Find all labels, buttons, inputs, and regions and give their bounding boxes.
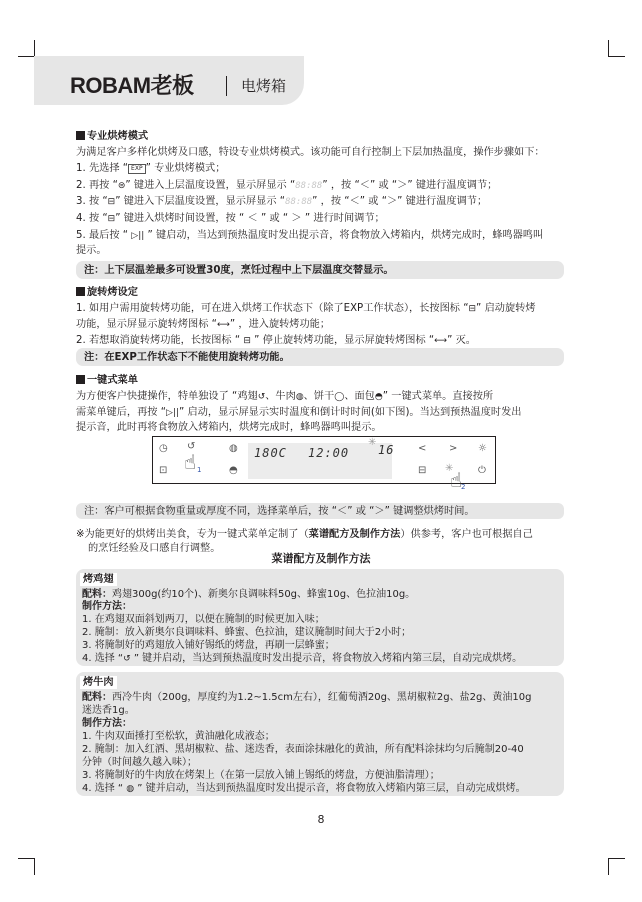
rotisserie-icon: ⟷ (216, 320, 230, 330)
lower-heat-icon: ⊟ (107, 214, 116, 224)
control-panel-illustration (152, 436, 496, 492)
text: ” 一键式菜单。直接按所 (382, 391, 494, 402)
lock-icon: ⊡ (159, 465, 168, 476)
exp-icon: EXP (128, 164, 146, 174)
brand-logo: ROBAM老板 (70, 73, 194, 98)
beef-icon: ◍ (229, 443, 238, 454)
exp-step-1 (76, 162, 225, 175)
recipe-step: 1. 牛肉双面捶打至松软，黄油融化成液态； (82, 731, 275, 742)
recipe-step: 2. 腌制：加入红酒、黑胡椒粒、盐、迷迭香，表面涂抹融化的黄油，所有配料涂抹均匀后腌制20-40 (82, 744, 524, 755)
clock-icon: ◷ (159, 443, 168, 454)
text: ” 启动旋转烤 (476, 303, 536, 314)
recipe-card-beef (76, 672, 564, 796)
crop-mark-bottom-left (18, 858, 35, 875)
text: 2. 若想取消旋转烤功能，长按图标 “ (76, 335, 244, 346)
text: ※为能更好的烘烤出美食，专为一键式菜单定制了（ (76, 529, 309, 540)
text: ” 键进入下层温度设置，显示屏显示 “ (115, 196, 286, 207)
exp-step-2 (76, 179, 497, 193)
menu-line-3: 提示音，此时再将食物放入烤箱内，烘烤完成时，蜂鸣器鸣叫提示。 (76, 422, 382, 433)
rotisserie-button-icon: ⊟ (468, 304, 477, 314)
note-text: 注：上下层温差最多可设置30度，烹饪过程中上下层温度交替显示。 (84, 265, 394, 276)
left-arrow-button: < (418, 443, 427, 454)
bullet-square-icon (76, 287, 85, 296)
rotisserie-button-icon: ⊟ (243, 336, 251, 346)
text: ” 灭。 (447, 335, 476, 346)
recipe-step: 1. 在鸡翅双面斜划两刀，以便在腌制的时候更加入味； (82, 614, 325, 625)
recipe-method-label: 制作方法： (82, 601, 132, 612)
chicken-wing-icon: ↺ (257, 392, 266, 402)
menu-tip-line-2: 的烹饪经验及口感自行调整。 (88, 543, 221, 554)
pointing-hand-icon: ☝ (184, 450, 197, 474)
chicken-wing-icon: ↺ (187, 441, 196, 452)
section-title-rotate (76, 286, 138, 299)
chicken-wing-icon: ↺ (123, 654, 131, 664)
recipe-step (82, 782, 526, 796)
text: 需菜单键后，再按 “ (76, 407, 167, 418)
text: ” 键并启动，当达到预热温度时发出提示音，将食物放入烤箱内第三层，自动完成烘烤。 (130, 653, 523, 664)
rotate-line-3 (76, 334, 476, 348)
beef-icon: ◍ (126, 784, 135, 794)
right-arrow-button: > (449, 443, 458, 454)
exp-intro: 为满足客户多样化烘烤及口感，特设专业烘烤模式。该功能可自行控制上下层加热温度，操作步骤如下： (76, 147, 545, 158)
display-countdown: 16 (378, 443, 395, 457)
bread-icon: ◓ (229, 465, 238, 476)
lower-heat-icon: ⊟ (107, 197, 116, 207)
text: 为方便客户快捷操作，特单独设了 “鸡翅 (76, 391, 258, 402)
text: ” 键并启动，当达到预热温度时发出提示音，将食物放入烤箱内第三层，自动完成烘烤。 (134, 783, 526, 794)
light-icon: ☼ (478, 443, 487, 454)
text: ” 停止旋转烤功能，显示屏旋转烤图标 “ (250, 335, 435, 346)
rotisserie-button-icon: ⊟ (418, 465, 427, 476)
crop-mark-bottom-right (608, 858, 625, 875)
bullet-square-icon (76, 131, 85, 140)
menu-tip-line-1 (76, 528, 533, 541)
display-time: 12:00 (308, 446, 350, 460)
section-title-text: 专业烘烤模式 (87, 131, 149, 142)
exp-step-4 (76, 212, 385, 226)
crop-mark-top-right (608, 40, 625, 57)
text: 功能，显示屏显示旋转烤图标 “ (76, 319, 217, 330)
text: 配料： (82, 692, 112, 703)
recipe-ingredients-cont: 迷迭香1g。 (82, 705, 135, 716)
product-title: 电烤箱 (241, 77, 287, 95)
recipe-title: 烤鸡翅 (80, 573, 117, 586)
text: ” ，按 “＜” 或 “＞” 键进行温度调节； (312, 196, 488, 207)
note-text: 注：客户可根据食物重量或厚度不同，选择菜单后，按 “＜” 或 “＞” 键调整烘烤时间。 (84, 506, 475, 517)
text: ” 启动，显示屏显示实时温度和倒计时时间(如下图)。当达到预热温度时发出 (179, 407, 522, 418)
upper-heat-icon: ⊜ (117, 181, 126, 191)
section-title-text: 旋转烤设定 (87, 287, 138, 298)
text: 4. 选择 “ (82, 783, 127, 794)
rotisserie-icon: ⟷ (434, 336, 448, 346)
recipe-step: 3. 将腌制好的牛肉放在烤架上（在第一层放入铺上锡纸的烤盘，方便油脂清理）； (82, 770, 440, 781)
page-number: 8 (317, 813, 325, 826)
text: 4. 选择 “ (82, 653, 124, 664)
text: 、面包 (344, 391, 375, 402)
pointing-hand-icon: ☝ (450, 468, 463, 492)
section-title-exp (76, 130, 148, 143)
recipe-step: 3. 将腌制好的鸡翅放入铺好锡纸的烤盘，再刷一层蜂蜜； (82, 640, 335, 651)
rotate-line-1 (76, 302, 536, 316)
text: 3. 按 “ (76, 196, 108, 207)
text: 1. 先选择 “ (76, 163, 129, 174)
text: ” 键启动，当达到预热温度时发出提示音，将食物放入烤箱内，烘烤完成时，蜂鸣器鸣叫 (144, 230, 544, 241)
bread-icon: ◓ (374, 392, 383, 402)
recipe-step: 分钟（时间越久越入味）； (82, 757, 197, 768)
text: ” 键进入上层温度设置，显示屏显示 “ (125, 180, 296, 191)
rotate-line-2 (76, 318, 330, 332)
recipes-heading: 菜谱配方及制作方法 (271, 552, 371, 565)
recipe-step: 2. 腌制：放入新奥尔良调味料、蜂蜜、色拉油，建议腌制时间大于2小时； (82, 627, 412, 638)
finger-badge-1: 1 (197, 466, 202, 474)
text: 2. 再按 “ (76, 180, 118, 191)
text: 配料： (82, 589, 112, 600)
play-pause-icon: ✳ (445, 463, 454, 474)
header-divider (226, 76, 227, 96)
beef-icon: ◍ (295, 392, 304, 402)
exp-step-5-cont: 提示。 (76, 245, 107, 256)
finger-badge-2: 2 (461, 483, 466, 491)
biscuit-icon: ◯ (334, 392, 345, 402)
exp-step-5 (76, 229, 543, 243)
segment-display: 88:88 (295, 181, 323, 191)
play-pause-icon: ▷|| (166, 408, 180, 418)
display-temperature: 180C (254, 446, 287, 460)
text: 1. 如用户需用旋转烤功能，可在进入烘烤工作状态下（除了EXP工作状态），长按图标 “ (76, 303, 469, 314)
recipe-title: 烤牛肉 (80, 676, 117, 689)
crop-mark-top-left (18, 40, 35, 57)
play-pause-icon: ▷|| (131, 231, 145, 241)
segment-display: 88:88 (285, 197, 313, 207)
note-box-menu (76, 503, 564, 519)
menu-line-2 (76, 406, 521, 420)
text: ” 专业烘烤模式； (145, 163, 226, 174)
note-box-rotate (76, 348, 564, 366)
text: ” ，按 “＜” 或 “＞” 键进行温度调节； (322, 180, 498, 191)
text: 鸡翅300g(约10个)、新奥尔良调味料50g、蜂蜜10g、色拉油10g。 (112, 589, 416, 600)
text: ）供参考，客户也可根据自己 (400, 529, 533, 540)
blink-rays-icon: ✳ (368, 437, 377, 448)
text: ” ，进入旋转烤功能； (229, 319, 331, 330)
recipe-method-label: 制作方法： (82, 718, 132, 729)
text: 5. 最后按 “ (76, 230, 132, 241)
text: ” 键进入烘烤时间设置，按 “ ＜ ” 或 “ ＞ ” 进行时间调节； (115, 213, 385, 224)
note-box-exp (76, 261, 564, 279)
exp-step-3 (76, 195, 487, 209)
recipe-card-chicken (76, 569, 564, 666)
menu-line-1 (76, 390, 493, 404)
section-title-menu (76, 374, 138, 387)
section-title-text: 一键式菜单 (87, 375, 138, 386)
recipe-step (82, 652, 522, 666)
text: 西冷牛肉（200g，厚度约为1.2~1.5cm左右），红葡萄酒20g、黑胡椒粒2g、盐2g、黄油10g (112, 692, 532, 703)
power-icon: ⏻ (478, 465, 486, 476)
text: 菜谱配方及制作方法 (308, 529, 401, 540)
text: 、饼干 (303, 391, 335, 402)
bullet-square-icon (76, 375, 85, 384)
text: 、牛肉 (265, 391, 296, 402)
text: 4. 按 “ (76, 213, 108, 224)
note-text: 注：在EXP工作状态下不能使用旋转烤功能。 (84, 352, 290, 363)
recipe-ingredients (82, 691, 531, 704)
